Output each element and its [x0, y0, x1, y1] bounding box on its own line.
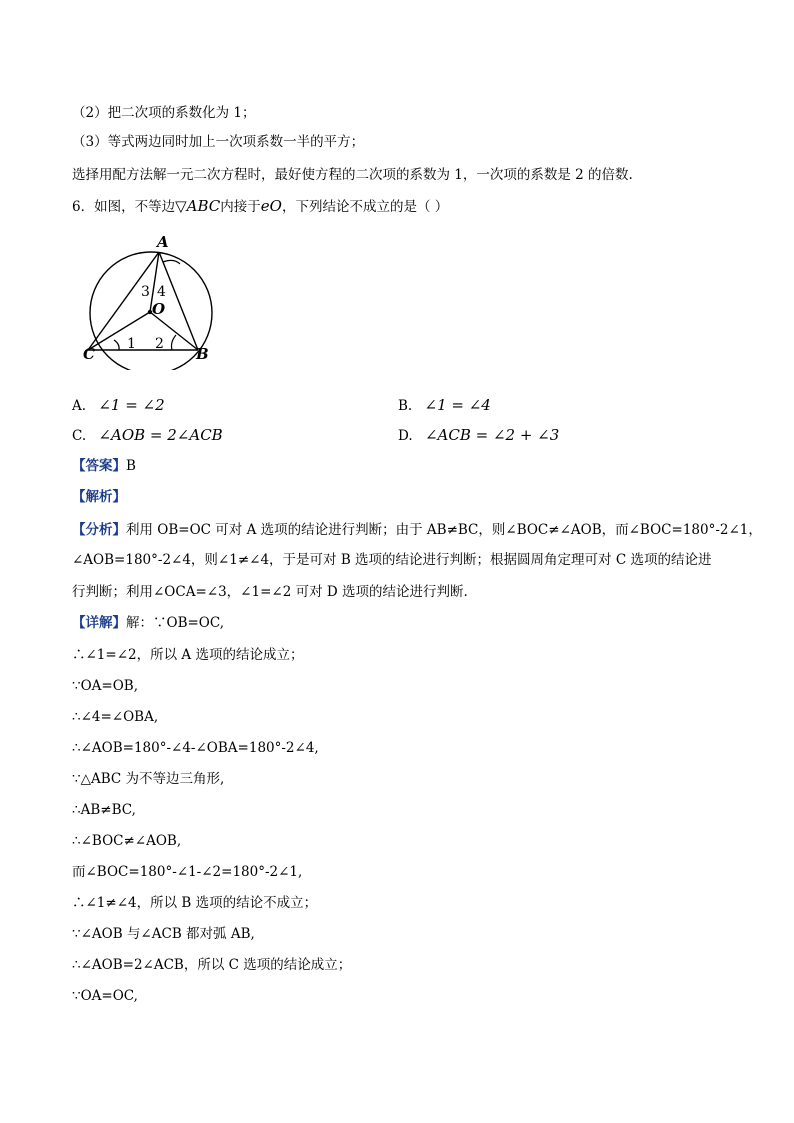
detail-tag: 【详解】 [72, 615, 126, 631]
angle-3-label: 3 [141, 284, 150, 300]
analysis-tag: 【解析】 [72, 489, 126, 505]
option-a [72, 396, 165, 415]
option-d-text: ∠ACB = ∠2 + ∠3 [424, 426, 560, 444]
analysis-text-2: ∠AOB=180°-2∠4，则∠1≠∠4，于是可对 B 选项的结论进行判断；根据圆周角定理可对 C 选项的结论进 [72, 552, 712, 568]
circle-name: O [269, 197, 282, 215]
step-2-text: （2）把二次项的系数化为 1； [72, 105, 256, 121]
detail-step-5: ∵△ABC 为不等边三角形, [72, 771, 225, 787]
detail-step-11: ∴∠AOB=2∠ACB，所以 C 选项的结论成立； [72, 957, 352, 973]
option-c [72, 426, 223, 445]
vertex-c-label: C [83, 345, 95, 363]
side-ca [88, 252, 159, 350]
option-d [398, 426, 559, 445]
angle-arc-c [114, 340, 119, 350]
detail-step-10: ∵∠AOB 与∠ACB 都对弧 AB, [72, 926, 255, 942]
detail-step-8: 而∠BOC=180°-∠1-∠2=180°-2∠1, [72, 864, 303, 880]
answer-tag: 【答案】 [72, 458, 126, 474]
option-c-text: ∠AOB = 2∠ACB [98, 426, 223, 444]
circle-symbol: e [260, 197, 270, 215]
question-6 [72, 197, 448, 216]
analysis-text-3: 行判断；利用∠OCA=∠3，∠1=∠2 可对 D 选项的结论进行判断. [72, 584, 468, 600]
center-label: O [152, 300, 166, 318]
method-note: 选择用配方法解一元二次方程时，最好使方程的二次项的系数为 1，一次项的系数是 2 的倍数. [72, 167, 633, 183]
option-a-text: ∠1 = ∠2 [98, 396, 165, 414]
option-a-letter: A. [72, 398, 87, 414]
angle-arc-b [172, 335, 177, 350]
detail-step-0: 解：∵OB=OC, [126, 615, 225, 631]
analysis-text-1: 利用 OB=OC 可对 A 选项的结论进行判断；由于 AB≠BC，则∠BOC≠∠AOB，而∠BOC=180°-2∠1， [126, 522, 762, 538]
answer-line [72, 457, 136, 475]
step-3-text: （3）等式两边同时加上一次项系数一半的平方； [72, 134, 365, 150]
triangle-name: ABC [186, 197, 221, 215]
question-prefix: 6．如图，不等边 [72, 199, 176, 215]
option-c-letter: C. [72, 428, 87, 444]
angle-4-label: 4 [157, 284, 166, 300]
fenxi-tag: 【分析】 [72, 522, 126, 538]
option-d-letter: D. [398, 428, 413, 444]
option-b-letter: B. [398, 398, 413, 414]
option-b [398, 396, 491, 415]
question-suffix: ，下列结论不成立的是（ ） [281, 199, 449, 215]
detail-line-0 [72, 614, 224, 632]
detail-step-12: ∵OA=OC, [72, 988, 138, 1004]
detail-step-9: ∴∠1≠∠4，所以 B 选项的结论不成立； [72, 895, 318, 911]
geometry-figure [80, 230, 220, 370]
option-b-text: ∠1 = ∠4 [424, 396, 491, 414]
detail-step-4: ∴∠AOB=180°-∠4-∠OBA=180°-2∠4, [72, 740, 319, 756]
detail-step-1: ∴∠1=∠2，所以 A 选项的结论成立； [72, 647, 304, 663]
vertex-a-label: A [157, 233, 169, 251]
segment-oc [88, 312, 150, 350]
detail-step-7: ∴∠BOC≠∠AOB, [72, 833, 182, 849]
vertex-b-label: B [196, 345, 209, 363]
angle-arc-a [163, 260, 180, 264]
angle-2-label: 2 [155, 336, 164, 352]
answer-value: B [126, 458, 136, 474]
question-mid: 内接于 [220, 199, 261, 215]
detail-step-2: ∵OA=OB, [72, 678, 138, 694]
analysis-para-1 [72, 521, 762, 539]
angle-1-label: 1 [127, 336, 136, 352]
triangle-symbol: ▽ [175, 197, 187, 215]
detail-step-3: ∴∠4=∠OBA, [72, 709, 159, 725]
detail-step-6: ∴AB≠BC, [72, 802, 136, 818]
analysis-heading [72, 488, 126, 506]
